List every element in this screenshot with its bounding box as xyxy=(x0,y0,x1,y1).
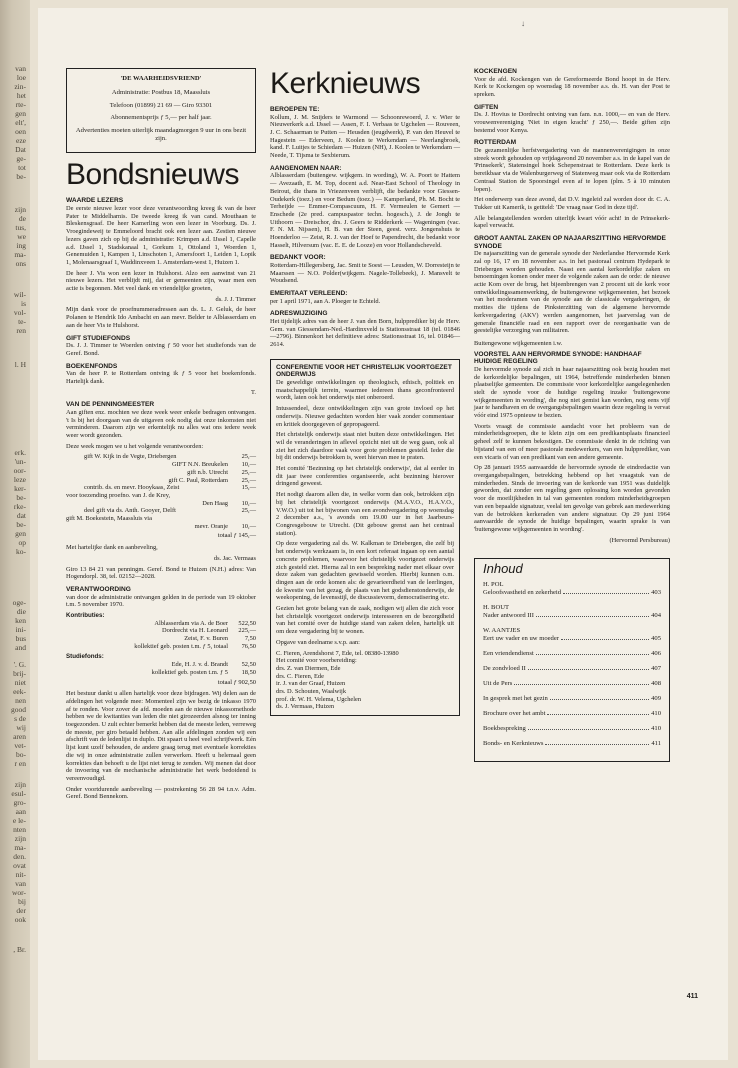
gutter-line: te- xyxy=(18,317,26,326)
article-text: Onder voortdurende aanbeveling — postrekening 56 28 94 t.n.v. Adm. Geref. Bond Bennekom. xyxy=(66,785,256,801)
article-text: Opgave van deelname s.v.p. aan: xyxy=(276,638,360,646)
gutter-line: , Br. xyxy=(13,945,26,954)
amount-label: Den Haag xyxy=(202,499,228,507)
signature: ds. J. J. Timmer xyxy=(215,295,256,303)
amount-value xyxy=(232,492,256,500)
gutter-line: zijn xyxy=(14,205,26,214)
toc-title: Boekbespreking xyxy=(483,725,526,733)
toc-dot-leader xyxy=(528,669,649,670)
amount-row xyxy=(66,620,256,628)
gutter-line: loe xyxy=(16,73,26,82)
gutter-text-fragment xyxy=(0,290,30,335)
amount-label: gift n.b. Utrecht xyxy=(187,468,228,476)
article-text: Voor de afd. Kockengen van de Gereformeerde Bond hoopt in de Herv. Kerk te Kockengen op woensdag 18 november a.s. ds. H. van der Post te spreken. xyxy=(474,75,670,98)
amount-row xyxy=(66,500,256,508)
conference-box xyxy=(270,359,460,716)
toc-item xyxy=(483,581,661,597)
toc-dot-leader xyxy=(536,616,649,617)
gutter-line: gen xyxy=(15,109,26,118)
amount-row xyxy=(66,643,256,651)
gutter-line: oen xyxy=(15,127,26,136)
toc-line xyxy=(483,680,661,688)
gutter-line: e le- xyxy=(12,816,26,825)
article-text: per 1 april 1971, aan A. Ploeger te Echteld. xyxy=(270,297,381,305)
toc-line xyxy=(483,612,661,620)
amount-value: 76,50 xyxy=(241,642,256,650)
heading-gift-studiefonds: GIFT STUDIEFONDS xyxy=(66,334,131,342)
toc-page-number: 407 xyxy=(651,665,661,673)
article-text: Aan giften enz. mochten we deze week weer enkele bedragen ontvangen. 't Is bij het doorgaan van de uitgaven ook nodig dat onze inkomsten niet verminderen. Daarom zijn we erkentelijk nu alles wat ons iedere week weer wordt gezonden. xyxy=(66,408,256,439)
gutter-line: esul- xyxy=(11,789,26,798)
article-text: Van de heer P. te Rotterdam ontving ik ƒ 5 voor het boekenfonds. Hartelijk dank. xyxy=(66,370,256,385)
gutter-line: oor- xyxy=(13,466,26,475)
toc-item xyxy=(483,710,661,718)
amount-label: kollektief geb. posten t.m. ƒ 5 xyxy=(151,668,228,676)
gutter-line: erk. xyxy=(14,448,26,457)
gutter-line: op xyxy=(18,538,26,547)
gutter-line: ken xyxy=(15,616,26,625)
toc-title: Bonds- en Kerknieuws xyxy=(483,740,544,748)
signature: ds. Jac. Vermaas xyxy=(213,554,256,562)
toc-title: Een vriendendienst xyxy=(483,650,534,658)
gutter-line: nten xyxy=(13,825,26,834)
toc-page-number: 408 xyxy=(651,680,661,688)
amount-row xyxy=(66,453,256,461)
gutter-line: rke- xyxy=(13,502,26,511)
amount-value: 25,— xyxy=(241,453,256,461)
toc-title: Eert uw vader en uw moeder xyxy=(483,635,559,643)
amount-label: Zeist, F. v. Buren xyxy=(184,635,228,643)
toc-dot-leader xyxy=(547,714,649,715)
committee-line: drs. C. Fieren, Ede xyxy=(276,672,324,680)
gutter-line: ker- xyxy=(14,484,26,493)
giro-info: Giro 13 84 21 van penningm. Geref. Bond te Huizen (N.H.) adres: Van Hogendorpl. 38, tel. 02152—2028. xyxy=(66,565,256,581)
donation-list xyxy=(66,453,256,530)
amount-value: 10,— xyxy=(241,499,256,507)
article-text: Mijn dank voor de proefnummeradressen aan ds. L. J. Geluk, de heer Polanen te Hendrik Ido Ambacht en aan mevr. Belder te Alblasserdam en aan de heer Vis te Hulshorst. xyxy=(66,306,256,329)
gutter-line: bo- xyxy=(16,750,26,759)
heading-aangenomen: AANGENOMEN NAAR: xyxy=(270,164,342,172)
amount-label: gift W. Kijk in de Vegte, Driebergen xyxy=(84,453,177,461)
gutter-line: niet xyxy=(14,678,26,687)
amount-row xyxy=(66,635,256,643)
column-kerknieuws xyxy=(270,68,460,716)
article-text: De heer J. Vis won een lezer in Hulshorst. Alzo een aanwinst van 21 nieuwe lezers. Het verblijdt mij, dat er gemeenten zijn, waar men een actie is begonnen. Met veel dank en vriendelijke groeten, xyxy=(66,269,256,293)
toc-page-number: 405 xyxy=(651,635,661,643)
toc-dot-leader xyxy=(561,639,649,640)
toc-line xyxy=(483,650,661,658)
telephone-giro: Telefoon (01899) 21 69 — Giro 93301 xyxy=(109,101,213,109)
advertising-deadline: Advertenties moeten uiterlijk maandagmorgen 9 uur in ons bezit zijn. xyxy=(75,126,247,143)
gutter-line: ma- xyxy=(14,843,26,852)
heading-penningmeester: VAN DE PENNINGMEESTER xyxy=(66,401,155,409)
toc-list xyxy=(483,581,661,748)
amount-label: Ede, H. J. v. d. Brandt xyxy=(171,661,228,669)
article-text: Op 28 januari 1955 aanvaardde de hervormde synode de eindredactie van overgangsbepalingen, betrekking hebbend op het vraagstuk van de minderheden. Sinds de invoering van de kerkorde van 1951 was duidelijk geworden, dat zonder een regeling geen oplossing kon worden gevonden voor de moeilijkheden in tal van gemeenten rondom minderheidsgroepen van een bepaalde signatuur, veelal ten gevolge van gebrek aan medewerking van de betrokken kerkeraden van andere signatuur. Op 29 juni 1964 aanvaardde de synode de huidige bepalingen, waarin sprake is van 'buitengewone wijkgemeenten in wording'. xyxy=(474,464,670,533)
page-number: 411 xyxy=(686,993,698,1000)
amount-value: 10,— xyxy=(241,461,256,469)
toc-page-number: 410 xyxy=(651,710,661,718)
column-news-continued xyxy=(474,68,670,762)
gutter-line: brij- xyxy=(13,669,26,678)
article-text: Kollum, J. M. Snijders te Warmond — Schoonrewoerd, J. v. Wier te Nieuwerkerk a.d. IJssel — Assen, F. I. Verbaas te Ugchelen — Rouveen, J. C. Schaarman te Putten — Heusden (jeugdwerk), P. van den Heuvel te Hagestein — Ederveen, J. Koolen te Werkendam — Neerlangbroek, kand. F. Luitjes te Schiedam — Huizen (NH), J. Koolen te Werkendam — Neede, T. Tijsma te Sexbierum. xyxy=(270,113,460,160)
gutter-line: and xyxy=(15,643,26,652)
amount-value: 25,— xyxy=(241,468,256,476)
gutter-text-fragment xyxy=(0,205,30,268)
toc-title: Uit de Pers xyxy=(483,680,513,688)
table-of-contents xyxy=(474,558,670,762)
amount-label: Dordrecht via H. Leonard xyxy=(161,627,228,635)
toc-page-number: 411 xyxy=(651,740,661,748)
source-credit: (Hervormd Persbureau) xyxy=(609,536,670,544)
amount-value: 15,— xyxy=(241,484,256,492)
toc-line xyxy=(483,589,661,597)
article-text: De najaarszitting van de generale synode der Nederlandse Hervormde Kerk zal op 16, 17 en 18 november a.s. in het pastoraal centrum Hydepark te Driebergen worden gehouden. Naast een aantal kerkordelijke zaken en benoemingen komen onder meer de volgende zaken aan de orde: de nieuwe actie Kom over de brug, het bijeenbrengen van 2 procent uit de kerk voor ontwikkelingssamenwerking, de buitengewone wijkgemeenten, het bezoek van het moderamen van de synode aan de classicale vergaderingen, de motties die tijdens de Pinksterzitting van de algemene hervormde kerkvergadering (AKV) werden aangenomen, het jaarverslag van de generale financiële raad en een rapport over de reorganisatie van de geestelijke verzorging van militairen. xyxy=(474,250,670,335)
toc-item xyxy=(483,680,661,688)
gutter-line: good xyxy=(11,705,26,714)
gutter-text-fragment xyxy=(0,360,30,369)
article-text: Buitengewone wijkgemeenten i.w. xyxy=(474,339,563,347)
committee-line: C. Fieren, Arendshorst 7, Ede, tel. 08380-13980 xyxy=(276,649,399,657)
amount-value xyxy=(232,515,256,523)
amount-label: Alblasserdam via A. de Boer xyxy=(154,619,228,627)
gutter-line: ge- xyxy=(16,154,26,163)
subheading-studiefonds: Studiefonds: xyxy=(66,653,104,661)
amount-value: 25,— xyxy=(241,507,256,515)
gutter-line: tot xyxy=(18,163,26,172)
contribution-list xyxy=(66,620,256,651)
article-text: Het nodigt daarom allen die, in welke vorm dan ook, betrokken zijn bij het christelijk voortgezet onderwijs (M.A.V.O., H.A.V.O., V.W.O.) uit tot het bijwonen van een avondvergadering op woensdag 2 december a.s., 's avonds om 19.00 uur in het Jaarbeurs-Congresgebouw te Utrecht. (Dit gebouw grenst aan het centraal station). xyxy=(276,491,454,537)
gutter-text-fragment xyxy=(0,598,30,652)
heading-giften: GIFTEN xyxy=(474,103,499,111)
gutter-line: be- xyxy=(16,520,26,529)
gutter-line: van xyxy=(15,64,26,73)
gutter-line: wil- xyxy=(13,290,26,299)
amount-value: 18,50 xyxy=(241,668,256,676)
toc-dot-leader xyxy=(514,684,649,685)
gutter-line: ma- xyxy=(14,250,26,259)
gutter-line: Dat xyxy=(15,145,26,154)
amount-row xyxy=(66,477,256,485)
gutter-text-fragment xyxy=(0,660,30,768)
column-bondsnieuws xyxy=(66,68,256,804)
committee-line: drs. Z. van Diermen, Ede xyxy=(276,664,341,672)
toc-page-number: 410 xyxy=(651,725,661,733)
gutter-line: bij xyxy=(18,897,26,906)
gutter-line: is xyxy=(20,299,26,308)
donation-total: totaal ƒ 145,— xyxy=(217,532,256,540)
gutter-line: leze xyxy=(13,475,26,484)
amount-label: kollektief geb. posten t.m. ƒ 5, totaal xyxy=(134,642,228,650)
gutter-line: eek- xyxy=(13,687,26,696)
article-text: Rotterdam-Hillegersberg, Jac. Smit te Soest — Leusden, W. Dorresteijn te Maarssen — N.O. Polder(wijkgem. Nagele-Tollebeek), J. Mansvelt te Woudsend. xyxy=(270,262,460,285)
subheading-kontributies: Kontributies: xyxy=(66,611,105,619)
gutter-line: 'un- xyxy=(14,457,26,466)
gutter-line: ing xyxy=(16,241,26,250)
publisher-info-box xyxy=(66,68,256,153)
amount-label: GIFT N.N. Breukelen xyxy=(172,461,228,469)
article-text: Het bestuur dankt u allen hartelijk voor deze bijdragen. Wij delen aan de afdelingen het volgende mee: Momenteel zijn we bezig de inkasso 1970 af te ronden. Voor zover de afd. moeden aan de nieuwe inkassomethode hebben we de kwitanties van leden die niet girozeerden alsnog ter inning toegezonden. U zult echter bemerkt hebben dat de meeste leden, verreweg de meeste, per giro betaald hebben. Aan alle afdelingen zonden wij een afschrift van de ledenlijst in duplo. Dit spaart u heel veel schrijfwerk. Eén lijst kunt uzelf behouden, de andere graag terug met eventuele korrekties die wij in onze administratie zullen verwerken. Heeft u helemaal geen korrekties dan behoeft u de lijst niet terug te zenden. Wij menen dat door de invoering van de mechanische administratie het werk bedoidend is vereenvoudigd. xyxy=(66,690,256,782)
newspaper-page xyxy=(38,8,728,1060)
committee-line: ds. J. Vermaas, Huizen xyxy=(276,703,335,711)
amount-row xyxy=(66,461,256,469)
article-text: Het christelijk onderwijs staat niet buiten deze ontwikkelingen. Het wil de veranderingen in aflevel opzicht niet uit de weg gaan, ook al ziet het zich daardoor vaak voor grote problemen gesteld. Ieder die bij dit onderwijs betrokken is, weet hiervan mee te praten. xyxy=(276,431,454,462)
gutter-line: ko- xyxy=(16,547,26,556)
toc-line xyxy=(483,695,661,703)
heading-voorstel: VOORSTEL AAN HERVORMDE SYNODE: HANDHAAF HUIDIGE REGELING xyxy=(474,350,642,366)
toc-item xyxy=(483,650,661,658)
toc-author: H. POL xyxy=(483,581,504,589)
article-text: Ds. J. J. Timmer te Woerden ontving ƒ 50 voor het studiefonds van de Geref. Bond. xyxy=(66,342,256,357)
toc-author: H. BOUT xyxy=(483,604,510,612)
gutter-text-fragment xyxy=(0,945,30,954)
toc-item xyxy=(483,695,661,703)
gutter-line: ook xyxy=(14,915,26,924)
gutter-line: bus xyxy=(15,634,26,643)
gutter-line: het xyxy=(16,91,26,100)
gutter-text-fragment xyxy=(0,780,30,924)
gutter-line: nit- xyxy=(15,870,26,879)
gutter-line: ren xyxy=(16,326,26,335)
amount-label: gift C. Paul, Rotterdam xyxy=(168,476,228,484)
gutter-line: tus, xyxy=(15,223,26,232)
toc-title: Geloofsvastheid en zekerheid xyxy=(483,589,561,597)
gutter-line: aan xyxy=(15,807,26,816)
committee-line: ir. J. van der Graaf, Huizen xyxy=(276,680,346,688)
toc-item xyxy=(483,665,661,673)
amount-value: 25,— xyxy=(241,476,256,484)
amount-label: contrib. ds. en mevr. Hooykaas, Zeist xyxy=(84,484,180,492)
gutter-line: van xyxy=(15,879,26,888)
signature: T. xyxy=(250,388,256,396)
heading-kockengen: KOCKENGEN xyxy=(474,68,517,75)
gutter-line: de xyxy=(18,214,26,223)
toc-dot-leader xyxy=(528,729,649,730)
amount-label: mevr. Oranje xyxy=(194,522,228,530)
section-title-kerknieuws: Kerknieuws xyxy=(270,67,421,100)
gutter-line: ons xyxy=(15,259,26,268)
article-text: Gezien het grote belang van de zaak, nodigen wij allen die zich voor het christelijk voortgezet onderwijs interesseren en de bezorgdheid van het comité over de huidige stand van zaken delen, hartelijk uit om deze vergadering bij te wonen. xyxy=(276,605,454,636)
heading-bedankt: BEDANKT VOOR: xyxy=(270,254,326,262)
toc-title: Nader antwoord III xyxy=(483,612,534,620)
subscription-price: Abonnementsprijs ƒ 5,— per half jaar. xyxy=(110,114,212,122)
article-text: Deze week mogen we u het volgende verantwoorden: xyxy=(66,442,204,450)
toc-title: Inhoud xyxy=(483,561,523,577)
publication-name: 'DE WAARHEIDSVRIEND' xyxy=(120,75,202,82)
amount-row xyxy=(66,669,256,677)
gutter-line: zijn xyxy=(14,780,26,789)
gutter-line: zijn xyxy=(14,834,26,843)
gutter-line: oge- xyxy=(12,598,26,607)
amount-label: deel gift via ds. Anth. Gooyer, Delft xyxy=(84,507,176,515)
gutter-line: vet- xyxy=(14,741,26,750)
gutter-line: rte- xyxy=(15,100,26,109)
article-text: De gezamenlijke herfstvergadering van de mannenverenigingen in onze streek wordt gehouden op vrijdagavond 20 november a.s. in de kapel van de 'Prinsekerk', Statensingel hoek Schepenstraat te Rotterdam. Deze kerk is bereikbaar via de Walenburgerweg of Statenweg maar ook via de Rotterdam Centraal Station de Spoorsingel even af te lopen (plm. 5 à 10 minuten lopen). xyxy=(474,147,670,193)
amount-row xyxy=(66,523,256,531)
amount-row xyxy=(66,492,256,500)
gutter-line: die xyxy=(16,607,26,616)
article-text: Ds. J. Hovius te Dordrecht ontving van fam. n.n. 1000,— en van de Herv. vrouwenvereniging 'Niet in eigen kracht' ƒ 250,—. Beide giften zijn bestemd voor Kenya. xyxy=(474,111,670,134)
article-text: Voorts vraagt de commissie aandacht voor het probleem van de minderheidsgroepen, die te klein zijn om een predikantsplaats financieel geheel zelf te kunnen bekostigen. De commissie denkt in de richting van bijstand van een of meer pastorale medewerkers, van een hulpprediker, van een vicaris of van een predikant van een andere gemeente. xyxy=(474,422,670,461)
heading-conferentie: CONFERENTIE VOOR HET CHRISTELIJK VOORTGEZET ONDERWIJS xyxy=(276,363,452,379)
toc-dot-leader xyxy=(550,699,649,700)
gutter-line: wor- xyxy=(11,888,26,897)
committee-line: prof. dr. W. H. Velema, Ugchelen xyxy=(276,695,362,703)
amount-label: voor toezending proefno. van J. de Krey, xyxy=(66,491,171,499)
article-text: De geweldige ontwikkelingen op theologisch, ethisch, politiek en maatschappelijk terrein, waarmee iedereen thans geconfronteerd wordt, laten ook het onderwijs niet onberoerd. xyxy=(276,379,454,402)
gutter-line: dat xyxy=(16,511,26,520)
heading-verantwoording: VERANTWOORDING xyxy=(66,585,131,593)
toc-dot-leader xyxy=(563,593,649,594)
toc-page-number: 406 xyxy=(651,650,661,658)
top-mark-icon: ↓ xyxy=(521,19,525,28)
amount-label: gift M. Boekestein, Maassluis via xyxy=(66,515,152,523)
gutter-line: ovat xyxy=(13,861,26,870)
article-text: De hervormde synode zal zich in haar najaarszitting ook bezig houden met de kerkordelijke bepalingen, uit 1964, betreffende minderheden binnen plaatselijke gemeenten. De commissie voor kerkordelijke aangelegenheden stelt de synode voor de huidige regeling inzake 'buitengewone wijkgemeenten in wording', die nog niet gemist kan worden, nog eens vijf jaar te handhaven en de overgangsbepalingen waarin deze regeling is vervat vóór eind 1975 opnieuw te bezien. xyxy=(474,365,670,420)
committee-list xyxy=(276,650,454,712)
gutter-line: gen xyxy=(15,529,26,538)
toc-title: De zondvloed II xyxy=(483,665,526,673)
heading-beroepen: BEROEPEN TE: xyxy=(270,106,320,113)
article-text: Intussendeel, deze ontwikkelingen zijn van grote invloed op het onderwijs. Nieuwe gedachten worden hier vaak zonder commentaar en kritiek doorgegeven of gepropageerd. xyxy=(276,405,454,428)
gutter-line: '. G. xyxy=(13,660,26,669)
section-title-bondsnieuws: Bondsnieuws xyxy=(66,158,239,192)
gutter-line: r en xyxy=(14,759,26,768)
gutter-line: be- xyxy=(16,493,26,502)
article-text: Op deze vergadering zal ds. W. Kalkman te Driebergen, die zelf bij het onderwijs werkzaam is, in een kort referaat ingaan op een aantal concrete problemen, waarvoor het christelijk voortgezet onderwijs zich gesteld ziet. Hierna zal in een bespreking nader met elkaar over deze zaken van gedachten gewisseld worden. Hierbij kunnen o.m. dingen aan de orde komen als: de gevarieerdheid van de leerlingen, de kwestie van het gezag, de plaats van het godsdienstonderwijs, de weekopening, de levensstijl, de discussievorm, democratisering etc. xyxy=(276,540,454,602)
amount-value: 225,— xyxy=(238,627,256,635)
heading-groot-aantal-zaken: GROOT AANTAL ZAKEN OP NAJAARSZITTING HERVORMDE SYNODE xyxy=(474,235,666,250)
committee-line: drs. D. Schouten, Waalwijk xyxy=(276,688,347,696)
gutter-line: der xyxy=(16,906,26,915)
adjacent-page-gutter xyxy=(0,0,30,1068)
gutter-line: ini- xyxy=(15,625,26,634)
article-text: Het comité 'Bezinning op het christelijk onderwijs', dat al eerder in dit jaar twee conferenties organiseerde, acht bezinning hierover dringend geweest. xyxy=(276,465,454,488)
toc-item xyxy=(483,604,661,620)
heading-rotterdam: ROTTERDAM xyxy=(474,139,517,147)
article-text: Het tijdelijk adres van de heer J. van den Born, hulpprediker bij de Herv. Gem. van Giessendam-Ned.-Hardinxveld is Stationsstraat 18 (tel. 01846—2796). Binnenkort het definitieve adres: Stationsstraat 16, tel. 01846—2614. xyxy=(270,318,460,349)
toc-item xyxy=(483,627,661,643)
gutter-line: zin- xyxy=(14,82,26,91)
gutter-line: aren xyxy=(13,732,26,741)
article-text: Alle belangstellenden worden uiterlijk kwart vóór acht! in de Prinsekerk-kapel verwacht. xyxy=(474,214,670,230)
gutter-line: gro- xyxy=(13,798,26,807)
gutter-text-fragment xyxy=(0,64,30,181)
amount-row xyxy=(66,515,256,523)
toc-item xyxy=(483,725,661,733)
toc-line xyxy=(483,725,661,733)
gutter-line: we xyxy=(17,232,26,241)
gutter-line: s de xyxy=(14,714,26,723)
gutter-line: be- xyxy=(16,172,26,181)
studyfund-list xyxy=(66,661,256,676)
gutter-line: nen xyxy=(15,696,26,705)
toc-dot-leader xyxy=(536,654,649,655)
toc-title: Brochure over het ambt xyxy=(483,710,546,718)
committee-line: Het comité voor voorbereiding: xyxy=(276,657,357,665)
amount-row xyxy=(66,661,256,669)
gutter-line: eze xyxy=(16,136,26,145)
gutter-line: l. H xyxy=(14,360,26,369)
article-text: Alblasserdam (buitengew. wijkgem. in wording), W. A. Poort te Hattem — Avezaath, E. M. Top, docent a.d. Near-East School of Theology in Beirout, die thans in Vriezenveen verblijft, die bedankte voor Giessen-Oudekerk (toez.) en voor Bedum (toez.) — Kamperland, Ph. M. Bocht te Terheijde — Emmer-Compascuum, H. F. Vermeulen te Gemert — Enschede (2e pred. campuspastor techn. hogesch.), J. de Jongh te Uithoorn — Dreischor, drs. J. Geers te Ridderkerk — Wageningen (vac. F. N. M. Nijssen), H. B. van der Steen, geest. verz. Jongenshuis te Hoenderloo — Zeist, R. J. van der Hoef te Papendrecht, die bedankt voor Hasselt, Hilversum (vac. E. E. de Looze) en voor Hollandscheveld. xyxy=(270,172,460,249)
toc-page-number: 403 xyxy=(651,589,661,597)
heading-adreswijziging: ADRESWIJZIGING xyxy=(270,310,328,318)
amount-row xyxy=(66,627,256,635)
amount-row xyxy=(66,484,256,492)
article-text: De eerste nieuwe lezer voor deze verantwoording kreeg ik van de heer Pater te Middelharnis. De tweede kreeg ik van cand. Mouthaan te Bleskensgraaf. De heer Kamerling won een lezer in Voorburg. Ds. J. Vroegindeweij te Emmeloord bracht ook een lezer aan. Zestien nieuwe lezers gaven zich op bij de administratie: Krimpen a.d. IJssel 1, Capelle a.d. IJssel 1, Stadskanaal 1, Gorkum 1, Ottoland 1, Woerden 1, Genemuiden 1, Kampen 1, Linschoten 1, Amersfoort 1, Leiden 1, Lopik 1, Molenaarsgraaf 1, Waddinxveen 1. Amsterdam-west 1, Huizen 1. xyxy=(66,205,256,266)
amount-value: 7,50 xyxy=(244,635,256,643)
gutter-line: wij xyxy=(16,723,26,732)
amount-value: 52,50 xyxy=(241,661,256,669)
heading-waarde-lezers: WAARDE LEZERS xyxy=(66,197,124,205)
toc-author: W. AANTJES xyxy=(483,627,521,635)
gutter-line: vol- xyxy=(13,308,26,317)
accounting-total: totaal ƒ 902,50 xyxy=(217,678,256,686)
amount-row xyxy=(66,507,256,515)
toc-title: In gesprek met het gezin xyxy=(483,695,548,703)
gutter-line: elt', xyxy=(15,118,26,127)
toc-page-number: 409 xyxy=(651,695,661,703)
heading-boekenfonds: BOEKENFONDS xyxy=(66,362,118,370)
toc-line xyxy=(483,740,661,748)
toc-line xyxy=(483,635,661,643)
article-text: Het onderwerp van deze avond, dat D.V. ingeleid zal worden door dr. C. A. Tukker uit Kamerik, is getiteld: 'De vraag naar God in deze tijd'. xyxy=(474,196,670,211)
article-text: Met hartelijke dank en aanbeveling, xyxy=(66,544,158,552)
toc-dot-leader xyxy=(545,744,649,745)
toc-line xyxy=(483,710,661,718)
article-text: van door de administratie ontvangen gelden in de periode van 19 oktober t.m. 5 november 1970. xyxy=(66,593,256,609)
toc-item xyxy=(483,740,661,748)
administration-address: Administratie: Postbus 18, Maassluis xyxy=(111,89,211,97)
amount-value: 522,50 xyxy=(238,619,256,627)
toc-page-number: 404 xyxy=(651,612,661,620)
heading-emeritaat: EMERITAAT VERLEEND: xyxy=(270,290,348,298)
gutter-line: den. xyxy=(13,852,26,861)
toc-line xyxy=(483,665,661,673)
amount-row xyxy=(66,469,256,477)
amount-value: 10,— xyxy=(241,522,256,530)
gutter-text-fragment xyxy=(0,448,30,556)
